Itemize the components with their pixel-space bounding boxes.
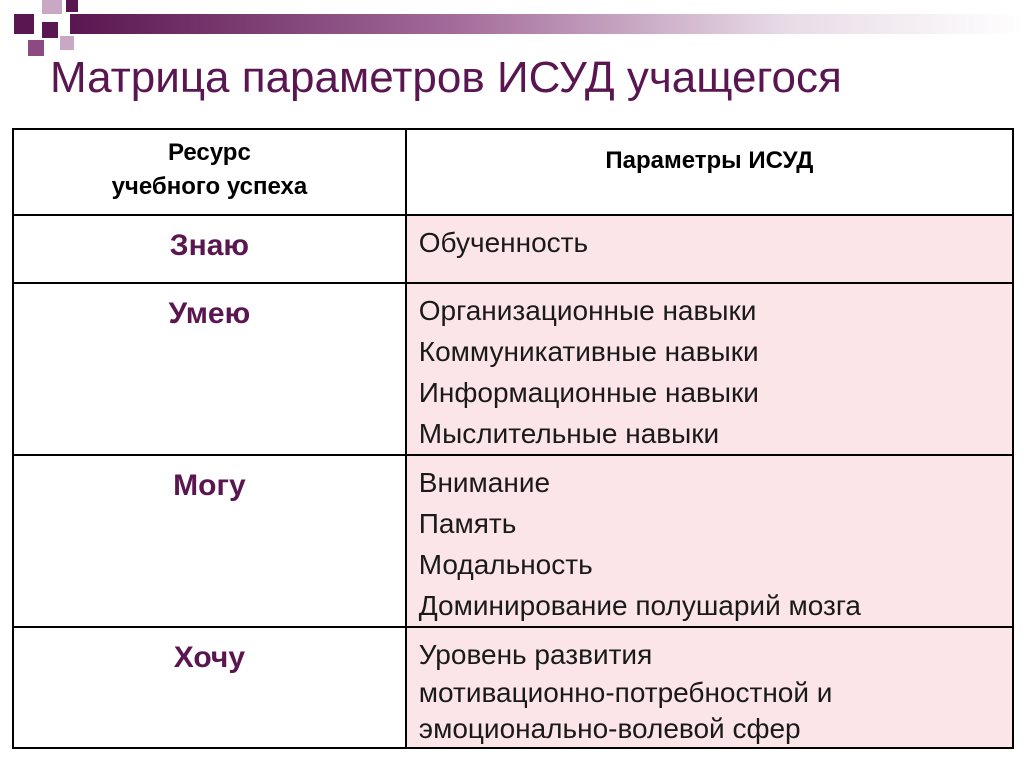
parameter-item: Модальность [418,549,593,580]
parameter-item: Память [418,508,517,539]
decor-square [14,14,34,34]
header-resource-cell [13,129,406,215]
resource-cell [13,215,406,283]
resource-cell [13,455,406,627]
header-resource-line2: учебного успеха [111,173,308,200]
header-parameters-label: Параметры ИСУД [605,147,814,174]
table-row [13,283,1013,455]
parameter-item: Мыслительные навыки [418,418,720,449]
table-row [13,215,1013,283]
resource-cell [13,283,406,455]
parameters-cell [406,283,1013,455]
parameter-item: Информационные навыки [418,377,759,408]
resource-label: Хочу [173,641,246,674]
header-parameters-cell [406,129,1013,215]
parameter-item: эмоционально-волевой сфер [418,713,801,744]
parameter-item: Коммуникативные навыки [418,336,759,367]
resource-label: Могу [173,469,246,502]
top-decoration-bar [70,14,1024,34]
resource-cell [13,627,406,748]
resource-label: Умею [168,297,251,330]
table-header-row [13,129,1013,215]
parameters-cell [406,627,1013,748]
table-row [13,455,1013,627]
decor-square [42,22,58,38]
header-resource-line1: Ресурс [167,139,251,166]
decor-square [42,0,62,14]
parameter-item: Доминирование полушарий мозга [418,590,861,621]
parameters-cell [406,455,1013,627]
slide-title: Матрица параметров ИСУД учащегося [50,53,842,102]
table-row [13,627,1013,748]
parameters-cell [406,215,1013,283]
parameter-item: Уровень развития [418,639,653,670]
decor-square [66,0,78,12]
parameter-item: Организационные навыки [418,295,757,326]
parameter-item: мотивационно-потребностной и [418,677,833,708]
decor-square [28,40,44,56]
resource-label: Знаю [169,229,249,262]
parameters-matrix-table [12,128,1014,749]
parameter-item: Внимание [418,467,551,498]
parameter-item: Обученность [418,227,589,258]
